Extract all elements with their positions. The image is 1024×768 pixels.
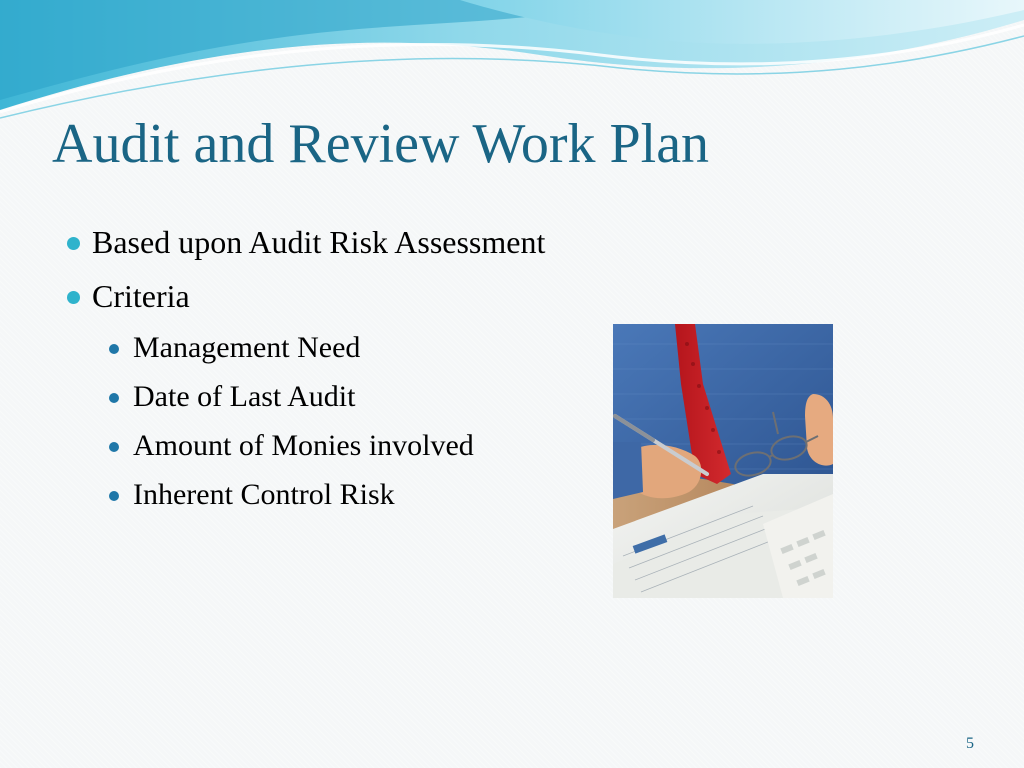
bullet-text: Based upon Audit Risk Assessment bbox=[92, 224, 546, 260]
bullet-text: Criteria bbox=[92, 278, 190, 314]
page-number: 5 bbox=[966, 735, 974, 752]
sub-bullet-text: Date of Last Audit bbox=[133, 380, 356, 413]
sub-bullet-item bbox=[107, 328, 474, 368]
sub-bullet-item bbox=[107, 377, 474, 417]
sub-bullet-dot-icon bbox=[109, 344, 119, 354]
sub-bullet-list bbox=[107, 328, 474, 524]
bullet-item bbox=[62, 222, 545, 262]
bullet-item bbox=[62, 276, 545, 316]
slide-title: Audit and Review Work Plan bbox=[52, 113, 710, 175]
sub-bullet-text: Amount of Monies involved bbox=[133, 429, 474, 462]
sub-bullet-dot-icon bbox=[109, 491, 119, 501]
bullet-dot-icon bbox=[67, 291, 80, 304]
businessman-reviewing-documents-photo bbox=[613, 324, 833, 598]
bullet-dot-icon bbox=[67, 237, 80, 250]
sub-bullet-item bbox=[107, 475, 474, 515]
sub-bullet-text: Inherent Control Risk bbox=[133, 478, 395, 511]
bullet-list bbox=[62, 222, 545, 330]
sub-bullet-text: Management Need bbox=[133, 331, 361, 364]
sub-bullet-item bbox=[107, 426, 474, 466]
sub-bullet-dot-icon bbox=[109, 393, 119, 403]
sub-bullet-dot-icon bbox=[109, 442, 119, 452]
